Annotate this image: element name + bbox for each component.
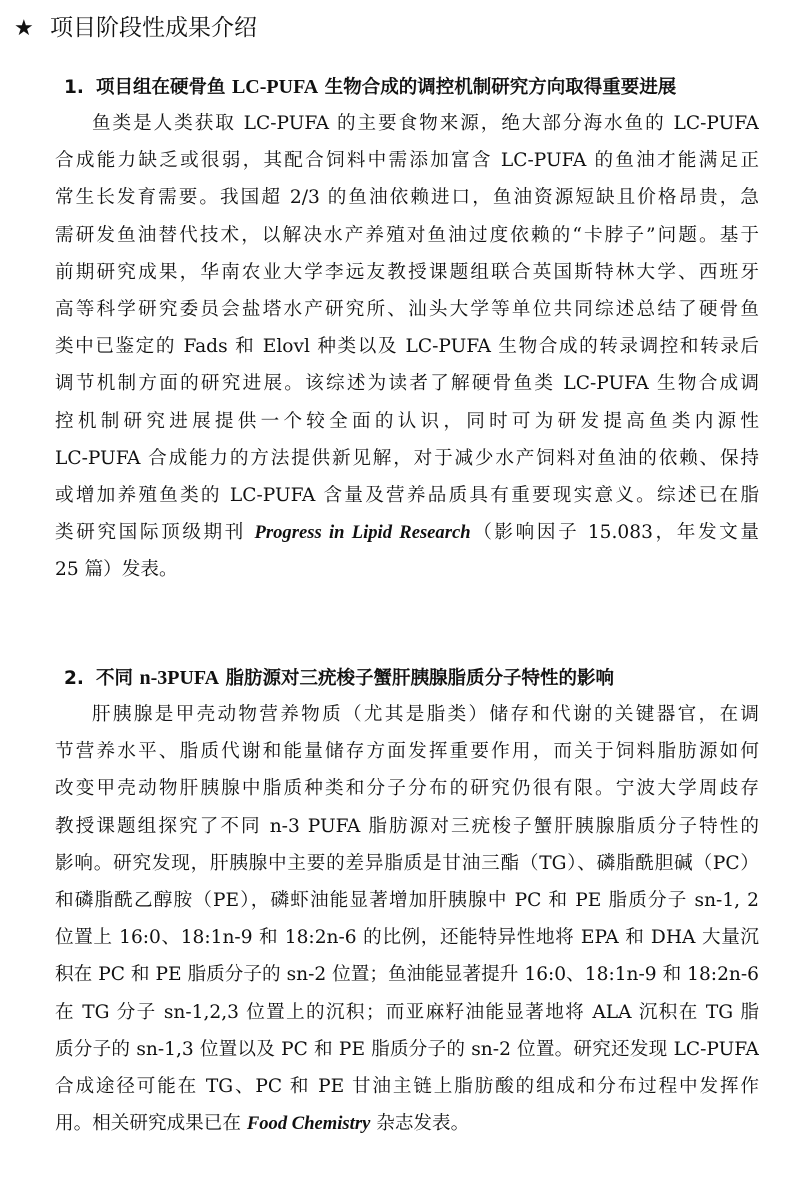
paragraph-line: 鱼类是人类获取 LC-PUFA 的主要食物来源，绝大部分海水鱼的 LC-PUFA bbox=[92, 113, 759, 134]
paragraph-last-line: 25 篇）发表。 bbox=[55, 559, 178, 581]
section-1-title-post: 生物合成的调控机制研究方向取得重要进展 bbox=[324, 77, 677, 98]
page-heading bbox=[14, 8, 257, 48]
page-title: 项目阶段性成果介绍 bbox=[50, 15, 257, 41]
section-2-number: 2. bbox=[64, 668, 84, 689]
section-2-title bbox=[64, 662, 759, 694]
paragraph-line: 前期研究成果，华南农业大学李远友教授课题组联合英国斯特林大学、西班牙 bbox=[55, 261, 759, 283]
paragraph-line: 控机制研究进展提供一个较全面的认识，同时可为研发提高鱼类内源性 bbox=[55, 410, 759, 432]
section-2 bbox=[55, 662, 759, 1142]
section-1 bbox=[55, 71, 759, 588]
paragraph-line: 影响。研究发现，肝胰腺中主要的差异脂质是甘油三酯（TG）、磷脂酰胆碱（PC） bbox=[55, 852, 759, 874]
paragraph-line: 在 TG 分子 sn-1,2,3 位置上的沉积；而亚麻籽油能显著地将 ALA 沉积在 TG 脂 bbox=[55, 1001, 759, 1023]
paragraph-line: 积在 PC 和 PE 脂质分子的 sn-2 位置；鱼油能显著提升 16:0、18:1n-9 和 18:2n-6 bbox=[55, 964, 759, 986]
paragraph-line: 调节机制方面的研究进展。该综述为读者了解硬骨鱼类 LC-PUFA 生物合成调 bbox=[55, 373, 759, 395]
section-1-title-pre: 项目组在硬骨鱼 bbox=[96, 77, 226, 98]
journal-name: Food Chemistry bbox=[246, 1113, 371, 1135]
journal-line bbox=[55, 1105, 759, 1142]
paragraph-line: 类中已鉴定的 Fads 和 Elovl 种类以及 LC-PUFA 生物合成的转录调控和转录后 bbox=[55, 336, 759, 358]
paragraph-line: 高等科学研究委员会盐塔水产研究所、汕头大学等单位共同综述总结了硬骨鱼 bbox=[55, 298, 759, 320]
paragraph-line: 改变甲壳动物肝胰腺中脂质种类和分子分布的研究仍很有限。宁波大学周歧存 bbox=[55, 778, 759, 800]
journal-line-pre: 用。相关研究成果已在 bbox=[55, 1113, 247, 1135]
paragraph-line: 位置上 16:0、18:1n-9 和 18:2n-6 的比例，还能特异性地将 EPA 和 DHA 大量沉 bbox=[55, 927, 759, 949]
section-1-body bbox=[55, 105, 759, 588]
paragraph-line: 教授课题组探究了不同 n-3 PUFA 脂肪源对三疣梭子蟹肝胰腺脂质分子特性的 bbox=[55, 815, 759, 837]
section-2-title-post: 脂肪源对三疣梭子蟹肝胰腺脂质分子特性的影响 bbox=[225, 668, 615, 689]
journal-line-pre: 类研究国际顶级期刊 bbox=[55, 522, 255, 544]
paragraph-line: 常生长发育需要。我国超 2/3 的鱼油依赖进口，鱼油资源短缺且价格昂贵，急 bbox=[55, 187, 759, 209]
journal-line-post: （影响因子 15.083，年发文量 bbox=[470, 522, 759, 544]
paragraph-line: 需研发鱼油替代技术，以解决水产养殖对鱼油过度依赖的“卡脖子”问题。基于 bbox=[55, 224, 759, 246]
paragraph-line: 质分子的 sn-1,3 位置以及 PC 和 PE 脂质分子的 sn-2 位置。研究还发现 LC-PUFA bbox=[55, 1038, 759, 1060]
paragraph-line: 节营养水平、脂质代谢和能量储存方面发挥重要作用，而关于饲料脂肪源如何 bbox=[55, 741, 759, 763]
paragraph-line: 合成能力缺乏或很弱，其配合饲料中需添加富含 LC-PUFA 的鱼油才能满足正 bbox=[55, 150, 759, 172]
journal-name: Progress in Lipid Research bbox=[254, 522, 471, 544]
paragraph-line: LC-PUFA 合成能力的方法提供新见解，对于减少水产饲料对鱼油的依赖、保持 bbox=[55, 447, 759, 469]
paragraph-line: 合成途径可能在 TG、PC 和 PE 甘油主链上脂肪酸的组成和分布过程中发挥作 bbox=[55, 1075, 759, 1097]
paragraph-line: 和磷脂酰乙醇胺（PE），磷虾油能显著增加肝胰腺中 PC 和 PE 脂质分子 sn-1, 2 bbox=[55, 889, 759, 911]
section-2-title-pre: 不同 bbox=[96, 668, 134, 689]
section-1-title bbox=[64, 71, 759, 103]
journal-line-post: 杂志发表。 bbox=[370, 1113, 470, 1135]
section-2-title-latin: n-3PUFA bbox=[139, 667, 220, 689]
paragraph-line: 肝胰腺是甲壳动物营养物质（尤其是脂类）储存和代谢的关键器官，在调 bbox=[92, 704, 759, 725]
section-1-number: 1. bbox=[64, 77, 84, 98]
section-2-body bbox=[55, 696, 759, 1142]
star-icon: ★ bbox=[14, 16, 34, 41]
section-1-title-latin: LC-PUFA bbox=[231, 76, 319, 98]
journal-line bbox=[55, 514, 759, 551]
paragraph-line: 或增加养殖鱼类的 LC-PUFA 含量及营养品质具有重要现实意义。综述已在脂 bbox=[55, 484, 759, 506]
